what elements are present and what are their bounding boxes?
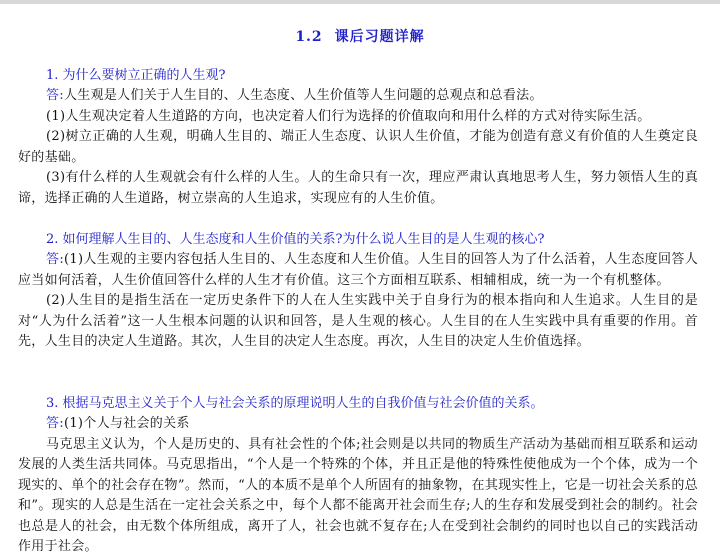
top-rule xyxy=(0,0,720,4)
question-title: 1. 为什么要树立正确的人生观? xyxy=(46,68,226,83)
answer-label: 答: xyxy=(46,252,65,267)
answer-paragraph: (2)人生目的是指生活在一定历史条件下的人在人生实践中关于自身行为的根本指向和人生追求。人生目的是对“人为什么活着”这一人生根本问题的认识和回答，是人生观的核心。人生目的在人生实践中具有重要的作用。首先，人生目的决定人生道路。其次，人生目的决定人生态度。再次，人生目的决定人生价值选择。 xyxy=(18,293,698,349)
question-block-3 xyxy=(18,394,698,558)
answer-paragraph: (3)有什么样的人生观就会有什么样的人生。人的生命只有一次，理应严肃认真地思考人生，努力领悟人生的真谛，选择正确的人生道路，树立崇高的人生追求，实现应有的人生价值。 xyxy=(18,170,698,206)
question-block-1 xyxy=(18,66,698,209)
section-heading: 课后习题详解 xyxy=(334,29,425,45)
answer-text: (1)个人与社会的关系 xyxy=(63,416,190,431)
answer-text: 人生观是人们关于人生目的、人生态度、人生价值等人生问题的总观点和总看法。 xyxy=(63,88,543,103)
answer-paragraph: (2)树立正确的人生观，明确人生目的、端正人生态度、认识人生价值，才能为创造有意义有价值的人生奠定良好的基础。 xyxy=(18,129,698,165)
answer-paragraph xyxy=(18,86,698,107)
answer-label: 答: xyxy=(46,416,64,431)
answer-label: 答: xyxy=(46,88,64,103)
question-title: 2. 如何理解人生目的、人生态度和人生价值的关系?为什么说人生目的是人生观的核心? xyxy=(46,232,545,247)
answer-paragraph: (1)人生观决定着人生道路的方向，也决定着人们行为选择的价值取向和用什么样的方式对待实际生活。 xyxy=(46,108,651,124)
section-title xyxy=(0,26,720,46)
answer-paragraph: 马克思主义认为，个人是历史的、具有社会性的个体;社会则是以共同的物质生产活动为基础而相互联系和运动发展的人类生活共同体。马克思指出，“个人是一个特殊的个体，并且正是他的特殊性使他成为一个个体，成为一个现实的、单个的社会存在物”。然而，“人的本质不是单个人所固有的抽象物，在其现实性上，它是一切社会关系的总和”。现实的人总是生活在一定社会关系之中，每个人都不能离开社会而生存;人的生存和发展受到社会的制约。社会也总是人的社会，由无数个体所组成，离开了人，社会也就不复存在;人在受到社会制约的同时也以自己的实践活动作用于社会。 xyxy=(18,436,698,554)
question-title: 3. 根据马克思主义关于个人与社会关系的原理说明人生的自我价值与社会价值的关系。 xyxy=(46,396,544,411)
answer-paragraph xyxy=(18,414,698,435)
section-number: 1.2 xyxy=(295,29,323,45)
answer-paragraph xyxy=(18,250,698,291)
question-block-2 xyxy=(18,230,698,353)
answer-text: (1)人生观的主要内容包括人生目的、人生态度和人生价值。人生目的回答人为了什么活着，人生态度回答人应当如何活着，人生价值回答什么样的人生才有价值。这三个方面相互联系、相辅相成，统一为一个有机整体。 xyxy=(18,252,698,288)
